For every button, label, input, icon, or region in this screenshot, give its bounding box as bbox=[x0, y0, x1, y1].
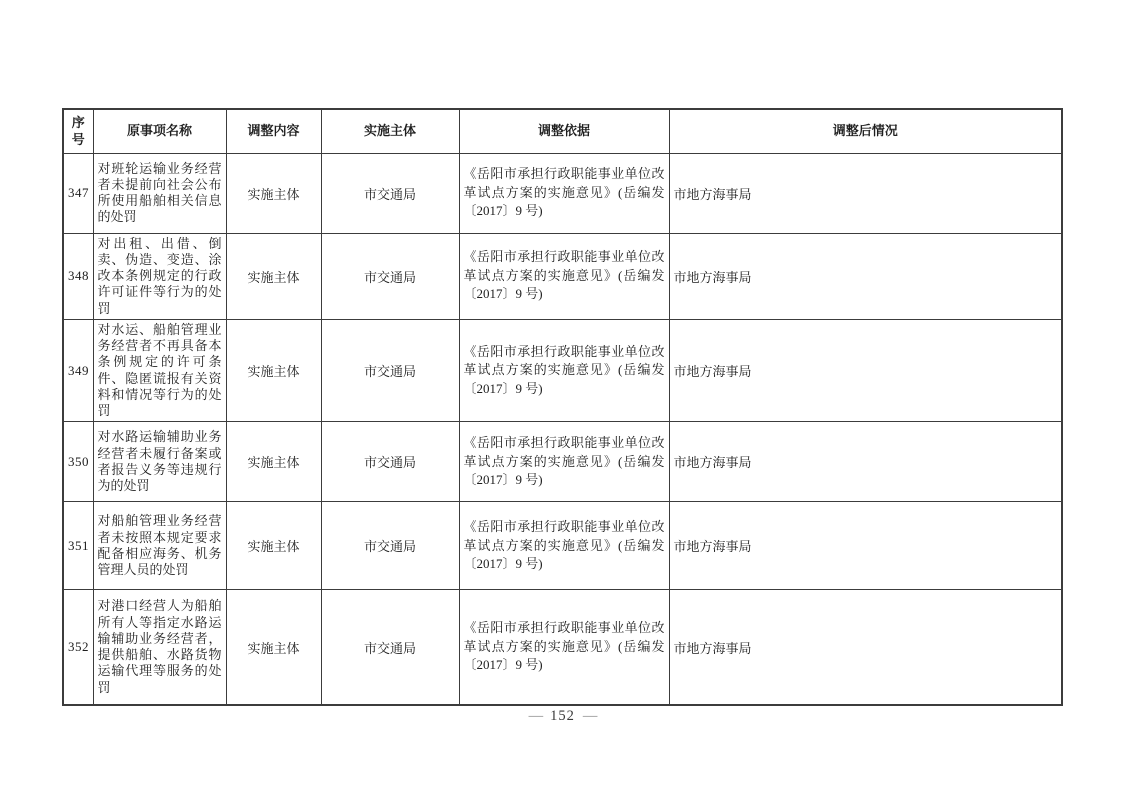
cell-item-number: 347 bbox=[63, 153, 93, 233]
cell-implementing-subject: 市交通局 bbox=[321, 319, 459, 422]
cell-item-name: 对港口经营人为船舶所有人等指定水路运输辅助业务经营者，提供船舶、水路货物运输代理等服务的处罚 bbox=[93, 590, 226, 705]
cell-adjustment-content: 实施主体 bbox=[226, 422, 321, 502]
footer-dash-right: — bbox=[582, 708, 597, 724]
page-footer bbox=[62, 708, 1063, 725]
cell-post-adjustment-status: 市地方海事局 bbox=[669, 233, 1062, 319]
cell-implementing-subject: 市交通局 bbox=[321, 153, 459, 233]
table-row bbox=[63, 233, 1062, 319]
cell-adjustment-content: 实施主体 bbox=[226, 590, 321, 705]
cell-adjustment-basis: 《岳阳市承担行政职能事业单位改革试点方案的实施意见》(岳编发〔2017〕9 号) bbox=[459, 233, 669, 319]
cell-item-name: 对班轮运输业务经营者未提前向社会公布所使用船舶相关信息的处罚 bbox=[93, 153, 226, 233]
table-row bbox=[63, 590, 1062, 705]
adjustment-items-table bbox=[62, 108, 1063, 706]
cell-item-number: 351 bbox=[63, 502, 93, 590]
cell-post-adjustment-status: 市地方海事局 bbox=[669, 502, 1062, 590]
footer-dash-left: — bbox=[528, 708, 543, 724]
col-header-basis: 调整依据 bbox=[459, 109, 669, 153]
cell-post-adjustment-status: 市地方海事局 bbox=[669, 319, 1062, 422]
cell-post-adjustment-status: 市地方海事局 bbox=[669, 422, 1062, 502]
cell-item-number: 350 bbox=[63, 422, 93, 502]
col-header-name: 原事项名称 bbox=[93, 109, 226, 153]
cell-adjustment-basis: 《岳阳市承担行政职能事业单位改革试点方案的实施意见》(岳编发〔2017〕9 号) bbox=[459, 590, 669, 705]
cell-item-number: 348 bbox=[63, 233, 93, 319]
col-header-after: 调整后情况 bbox=[669, 109, 1062, 153]
cell-adjustment-content: 实施主体 bbox=[226, 153, 321, 233]
table-row bbox=[63, 153, 1062, 233]
table-row bbox=[63, 422, 1062, 502]
cell-item-name: 对船舶管理业务经营者未按照本规定要求配备相应海务、机务管理人员的处罚 bbox=[93, 502, 226, 590]
table-row bbox=[63, 319, 1062, 422]
cell-post-adjustment-status: 市地方海事局 bbox=[669, 153, 1062, 233]
table-row bbox=[63, 502, 1062, 590]
cell-implementing-subject: 市交通局 bbox=[321, 422, 459, 502]
cell-item-name: 对水路运输辅助业务经营者未履行备案或者报告义务等违规行为的处罚 bbox=[93, 422, 226, 502]
page-number: 152 bbox=[550, 708, 575, 724]
table-header-row bbox=[63, 109, 1062, 153]
cell-post-adjustment-status: 市地方海事局 bbox=[669, 590, 1062, 705]
cell-implementing-subject: 市交通局 bbox=[321, 502, 459, 590]
cell-implementing-subject: 市交通局 bbox=[321, 233, 459, 319]
col-header-subject: 实施主体 bbox=[321, 109, 459, 153]
cell-adjustment-basis: 《岳阳市承担行政职能事业单位改革试点方案的实施意见》(岳编发〔2017〕9 号) bbox=[459, 153, 669, 233]
cell-adjustment-basis: 《岳阳市承担行政职能事业单位改革试点方案的实施意见》(岳编发〔2017〕9 号) bbox=[459, 319, 669, 422]
cell-adjustment-content: 实施主体 bbox=[226, 502, 321, 590]
cell-item-number: 349 bbox=[63, 319, 93, 422]
cell-item-number: 352 bbox=[63, 590, 93, 705]
col-header-adjustment: 调整内容 bbox=[226, 109, 321, 153]
cell-adjustment-basis: 《岳阳市承担行政职能事业单位改革试点方案的实施意见》(岳编发〔2017〕9 号) bbox=[459, 502, 669, 590]
cell-item-name: 对水运、船舶管理业务经营者不再具备本条例规定的许可条件、隐匿谎报有关资料和情况等行为的处罚 bbox=[93, 319, 226, 422]
col-header-no: 序号 bbox=[63, 109, 93, 153]
cell-adjustment-basis: 《岳阳市承担行政职能事业单位改革试点方案的实施意见》(岳编发〔2017〕9 号) bbox=[459, 422, 669, 502]
cell-adjustment-content: 实施主体 bbox=[226, 319, 321, 422]
cell-implementing-subject: 市交通局 bbox=[321, 590, 459, 705]
cell-adjustment-content: 实施主体 bbox=[226, 233, 321, 319]
cell-item-name: 对出租、出借、倒卖、伪造、变造、涂改本条例规定的行政许可证件等行为的处罚 bbox=[93, 233, 226, 319]
